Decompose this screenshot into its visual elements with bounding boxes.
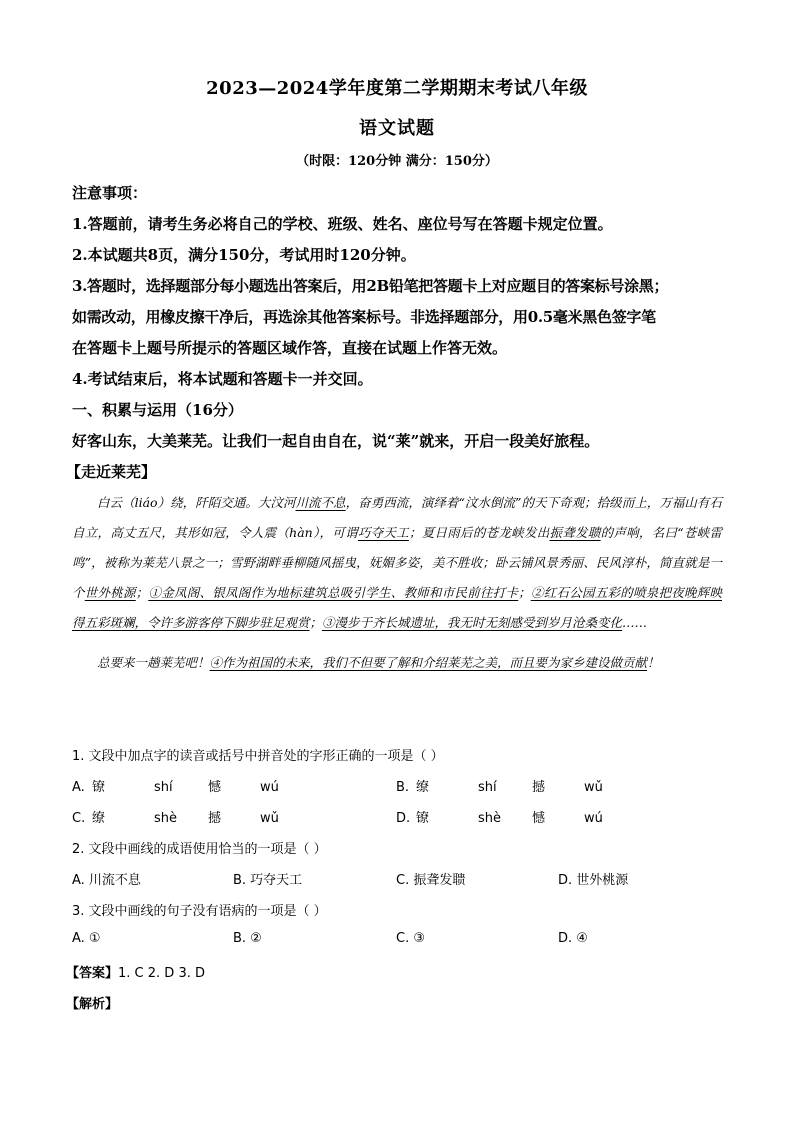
question-2-option-d[interactable]: D. 世外桃源 (558, 873, 629, 888)
question-2-option-b[interactable]: B. 巧夺天工 (233, 873, 303, 888)
question-2-stem: 2. 文段中画线的成语使用恰当的一项是（ ） (72, 842, 327, 857)
reading-passage (72, 488, 722, 678)
analysis-line (66, 993, 118, 1012)
analysis-label: 【解析】 (66, 997, 119, 1012)
passage-paragraph-2: 总要来一趟莱芜吧！④作为祖国的未来，我们不但要了解和介绍莱芜之美，而且要为家乡建设做贡献！ (97, 655, 660, 670)
exam-subject: 语文试题 (359, 118, 435, 139)
question-3-option-b[interactable]: B. ② (233, 931, 262, 946)
exam-title: 2023—2024学年度第二学期期末考试八年级 (206, 78, 588, 99)
notice-item-3a: 3.答题时，选择题部分每小题选出答案后，用2B铅笔把答题卡上对应题目的答案标号涂黑； (72, 277, 669, 295)
question-3-option-c[interactable]: C. ③ (396, 931, 425, 946)
section-subheading: 【走近莱芜】 (66, 463, 157, 481)
notice-item-4: 4.考试结束后，将本试题和答题卡一并交回。 (72, 370, 373, 388)
answer-value: 1. C 2. D 3. D (118, 966, 205, 981)
sentence-3: ③漫步于齐长城遗址，我无时无刻感受到岁月沧桑变化 (322, 615, 623, 630)
question-2-option-c[interactable]: C. 振聋发聩 (396, 873, 466, 888)
idiom-2: 巧夺天工 (357, 525, 409, 540)
idiom-4: 世外桃源 (84, 585, 136, 600)
question-1-option-d[interactable]: D. 镣 shè 憾 wú (396, 811, 603, 826)
notice-item-2: 2.本试题共8页，满分150分，考试用时120分钟。 (72, 246, 416, 264)
question-3-stem: 3. 文段中画线的句子没有语病的一项是（ ） (72, 904, 327, 919)
section-heading: 一、积累与运用（16分） (72, 401, 243, 419)
idiom-3: 振聋发聩 (549, 525, 601, 540)
notice-item-3b: 如需改动，用橡皮擦干净后，再选涂其他答案标号。非选择题部分，用0.5毫米黑色签字笔 (72, 308, 656, 326)
question-1-stem: 1. 文段中加点字的读音或括号中拼音处的字形正确的一项是（ ） (72, 749, 444, 764)
notice-item-1: 1.答题前，请考生务必将自己的学校、班级、姓名、座位号写在答题卡规定位置。 (72, 215, 613, 233)
question-1-option-b[interactable]: B. 缭 shí 撼 wǔ (396, 780, 603, 795)
sentence-1: ①金凤阁、银凤阁作为地标建筑总吸引学生、教师和市民前往打卡 (148, 585, 519, 600)
notice-heading: 注意事项： (72, 184, 148, 202)
answer-line (66, 962, 205, 981)
answer-label: 【答案】 (66, 966, 119, 981)
question-3-option-d[interactable]: D. ④ (558, 931, 588, 946)
sentence-2: ②红石公园五彩的喷泉把夜晚辉映得五彩斑斓，令许多游客停下脚步驻足观赏 (72, 585, 722, 630)
section-intro: 好客山东，大美莱芜。让我们一起自由自在，说“莱”就来，开启一段美好旅程。 (72, 432, 600, 450)
sentence-4: ④作为祖国的未来，我们不但要了解和介绍莱芜之美，而且要为家乡建设做贡献 (209, 655, 648, 670)
idiom-1: 川流不息 (295, 495, 346, 510)
question-3-option-a[interactable]: A. ① (72, 931, 101, 946)
question-1-option-c[interactable]: C. 缭 shè 撼 wǔ (72, 811, 279, 826)
question-2-option-a[interactable]: A. 川流不息 (72, 873, 141, 888)
passage-paragraph-1: 白云（liáo）绕，阡陌交通。大汶河川流不息，奋勇西流，演绎着“汶水倒流”的天下奇观；拾级而上，万福山有石自立，高丈五尺，其形如冠，令人震（hàn），可谓巧夺天工；夏日雨后的苍龙峡发出振聋发聩的声响，名曰“苍峡雷鸣”，被称为莱芜八景之一；雪野湖畔垂柳随风摇曳，妩媚多姿，美不胜收；卧云铺风景秀丽、民风淳朴，简直就是一个世外桃源；①金凤阁、银凤阁作为地标建筑总吸引学生、教师和市民前往打卡；②红石公园五彩的喷泉把夜晚辉映得五彩斑斓，令许多游客停下脚步驻足观赏；③漫步于齐长城遗址，我无时无刻感受到岁月沧桑变化…… (72, 495, 722, 630)
exam-meta: （时限：120分钟 满分：150分） (296, 154, 498, 169)
question-1-option-a[interactable]: A. 镣 shí 憾 wú (72, 780, 279, 795)
notice-item-3c: 在答题卡上题号所提示的答题区域作答，直接在试题上作答无效。 (72, 339, 508, 357)
